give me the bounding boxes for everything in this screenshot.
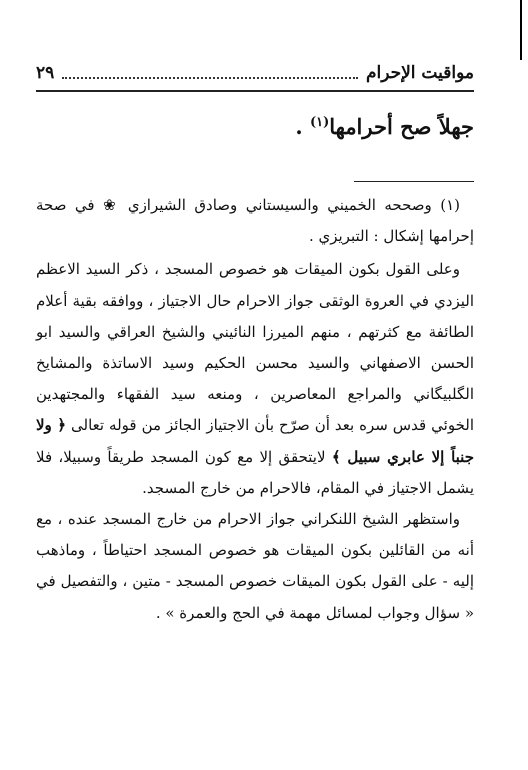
footnote-separator [354,181,474,182]
page-number: ٢٩ [36,63,55,83]
footnote-paragraph-3 [36,504,474,629]
footnote-1-text: (١) وصححه الخميني والسيستاني وصادق الشيرازي ❀ في صحة إحرامها إشكال : التبريزي . [36,196,474,246]
footnote-paragraph-2 [36,254,474,504]
quran-quote: ﴿ ولا جنباً إلا عابري سبيل ﴾ [36,416,474,466]
main-text [36,103,474,147]
chapter-title: مواقيت الإحرام [365,63,474,83]
footnotes [36,190,474,629]
dot-leader [62,67,358,79]
footnote-reference: (١) [309,115,330,130]
footnote-1 [36,190,474,252]
main-sentence-end: . [295,114,310,139]
header-rule [36,90,474,92]
page-edge-line [520,0,522,60]
running-header [36,60,474,86]
main-sentence: جهلاً صح أحرامها [329,114,474,139]
paragraph-2-continuation: لايتحقق إلا مع كون المسجد طريقاً وسبيلا، فلا يشمل الاجتياز في المقام، فالاحرام من خارج المسجد. [36,447,474,497]
paragraph-2-text: وعلى القول بكون الميقات هو خصوص المسجد ، ذكر السيد الاعظم اليزدي في العروة الوثقى جواز الاحرام حال الاجتياز ، ووافقه بقية أعلام الطائفة مع كثرتهم ، منهم الميرزا النائيني والشيخ العراقي والسيد ابو الحسن الاصفهاني والسيد محسن الحكيم وسيد الاساتذة والمشايخ الگلبيگاني والمراجع المعاصرين ، ومنعه سيد الفقهاء والمجتهدين الخوئي قدس سره بعد أن صرّح بأن الاجتياز الجائز من قوله تعالى [36,260,474,435]
paragraph-3-text: واستظهر الشيخ اللنكراني جواز الاحرام من خارج المسجد عنده ، مع أنه من القائلين بكون الميقات هو خصوص المسجد احتياطاً ، وماذهب إليه - على القول بكون الميقات خصوص المسجد - متين ، والتفصيل في « سؤال وجواب لمسائل مهمة في الحج والعمرة » . [36,510,474,622]
